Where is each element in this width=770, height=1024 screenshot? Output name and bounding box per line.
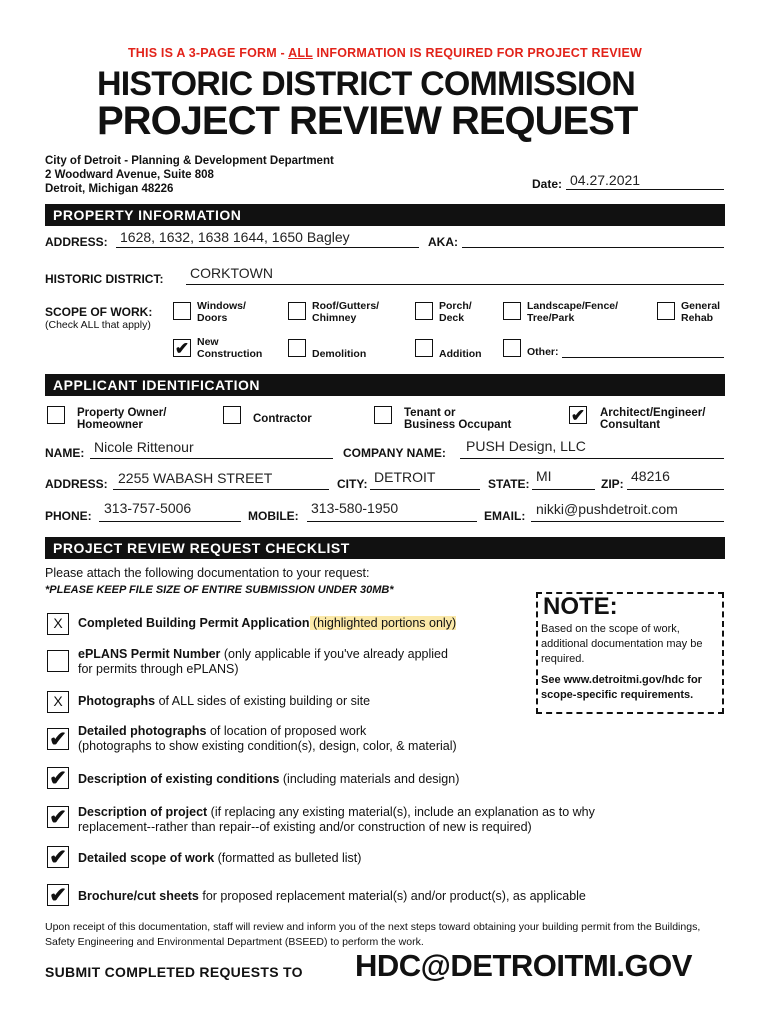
form-title-line2: PROJECT REVIEW REQUEST (97, 99, 638, 143)
scope-roof-checkbox[interactable] (288, 302, 306, 320)
email-value: nikki@pushdetroit.com (536, 501, 678, 517)
applicant-section-header: APPLICANT IDENTIFICATION (45, 374, 725, 396)
applicant-contractor-checkbox[interactable] (223, 406, 241, 424)
mobile-field[interactable] (307, 521, 477, 522)
city-value: DETROIT (374, 469, 436, 485)
checklist-section-header: PROJECT REVIEW REQUEST CHECKLIST (45, 537, 725, 559)
scope-new-construction-checkbox[interactable]: ✔ (174, 339, 190, 358)
scope-other-checkbox[interactable] (503, 339, 521, 357)
scope-new-construction-label: New Construction (197, 336, 263, 360)
aka-label: AKA: (428, 235, 458, 249)
email-label: EMAIL: (484, 509, 526, 523)
zip-field[interactable] (627, 489, 724, 490)
name-value: Nicole Rittenour (94, 439, 194, 455)
checklist-intro: Please attach the following documentation to your request: (45, 566, 370, 580)
scope-other-label: Other: (527, 346, 559, 358)
state-value: MI (536, 468, 552, 484)
mobile-label: MOBILE: (248, 509, 299, 523)
form-banner: THIS IS A 3-PAGE FORM - ALL INFORMATION IS REQUIRED FOR PROJECT REVIEW (127, 46, 643, 60)
aka-field[interactable] (462, 247, 724, 248)
historic-district-label: HISTORIC DISTRICT: (45, 272, 164, 286)
checklist-photographs-text: Photographs of ALL sides of existing building or site (78, 694, 371, 708)
checklist-eplans-checkbox[interactable] (47, 650, 69, 672)
banner-all: ALL (288, 46, 313, 60)
checklist-project-description-checkbox[interactable]: ✔ (47, 806, 69, 828)
checklist-eplans-text: ePLANS Permit Number (only applicable if you've already applied for permits through ePLANS) (78, 647, 448, 676)
scope-sublabel: (Check ALL that apply) (45, 319, 151, 331)
zip-label: ZIP: (601, 477, 624, 491)
department-address: City of Detroit - Planning & Development Department 2 Woodward Avenue, Suite 808 Detroit, Michigan 48226 (45, 155, 334, 195)
applicant-tenant-label: Tenant or Business Occupant (404, 407, 512, 431)
checklist-brochure-checkbox[interactable]: ✔ (47, 884, 69, 906)
zip-value: 48216 (631, 468, 670, 484)
checklist-warning: *PLEASE KEEP FILE SIZE OF ENTIRE SUBMISSION UNDER 30MB* (45, 584, 394, 596)
property-address-value: 1628, 1632, 1638 1644, 1650 Bagley (120, 229, 350, 245)
phone-value: 313-757-5006 (104, 500, 192, 516)
checklist-detailed-photos-checkbox[interactable]: ✔ (47, 728, 69, 750)
checklist-photographs-checkbox[interactable]: X (47, 691, 69, 713)
scope-landscape-checkbox[interactable] (503, 302, 521, 320)
scope-demolition-checkbox[interactable] (288, 339, 306, 357)
company-field[interactable] (460, 458, 724, 459)
applicant-architect-label: Architect/Engineer/ Consultant (600, 407, 706, 431)
form-title-line1: HISTORIC DISTRICT COMMISSION (97, 65, 635, 103)
checklist-existing-conditions-checkbox[interactable]: ✔ (47, 767, 69, 789)
applicant-tenant-checkbox[interactable] (374, 406, 392, 424)
checklist-permit-app-text: Completed Building Permit Application (highlighted portions only) (78, 616, 457, 630)
scope-label: SCOPE OF WORK: (45, 305, 153, 319)
date-field[interactable] (566, 189, 724, 190)
checklist-detailed-photos-text: Detailed photographs of location of proposed work (photographs to show existing condition(s), design, color, & material) (78, 724, 457, 753)
state-label: STATE: (488, 477, 530, 491)
scope-porch-label: Porch/ Deck (439, 300, 472, 324)
historic-district-value: CORKTOWN (190, 265, 273, 281)
state-field[interactable] (532, 489, 595, 490)
applicant-contractor-label: Contractor (253, 413, 312, 425)
company-value: PUSH Design, LLC (466, 438, 586, 454)
scope-general-rehab-checkbox[interactable] (657, 302, 675, 320)
applicant-owner-checkbox[interactable] (47, 406, 65, 424)
scope-addition-label: Addition (439, 348, 482, 360)
scope-roof-label: Roof/Gutters/ Chimney (312, 300, 380, 324)
applicant-address-value: 2255 WABASH STREET (118, 470, 273, 486)
scope-general-rehab-label: General Rehab (681, 300, 721, 324)
checklist-brochure-text: Brochure/cut sheets for proposed replacement material(s) and/or product(s), as applicable (78, 889, 586, 903)
name-field[interactable] (90, 458, 333, 459)
date-label: Date: (532, 177, 563, 191)
checklist-scope-of-work-text: Detailed scope of work (formatted as bulleted list) (78, 851, 362, 865)
scope-windows-label: Windows/ Doors (197, 300, 246, 324)
property-address-label: ADDRESS: (45, 235, 108, 249)
date-value: 04.27.2021 (570, 172, 641, 188)
submit-email[interactable]: HDC@DETROITMI.GOV (355, 948, 692, 983)
applicant-address-label: ADDRESS: (45, 477, 108, 491)
phone-label: PHONE: (45, 509, 92, 523)
company-label: COMPANY NAME: (343, 446, 446, 460)
checklist-permit-app-checkbox[interactable]: X (47, 613, 69, 635)
checklist-existing-conditions-text: Description of existing conditions (including materials and design) (78, 772, 460, 786)
email-field[interactable] (531, 521, 724, 522)
scope-porch-checkbox[interactable] (415, 302, 433, 320)
scope-landscape-label: Landscape/Fence/ Tree/Park (527, 300, 619, 324)
name-label: NAME: (45, 446, 85, 460)
footer-text: Upon receipt of this documentation, staff will review and inform you of the next steps toward obtaining your building permit from the Buildings, Safety Engineering and Environmental Department (BSEED) to perform the work. (45, 921, 701, 948)
note-link-text: See www.detroitmi.gov/hdc for scope-specific requirements. (541, 674, 702, 701)
checklist-project-description-text: Description of project (if replacing any existing material(s), include an explanation as to why replacement--rather than repair--of existing and/or construction of new is required) (78, 805, 595, 834)
phone-field[interactable] (99, 521, 241, 522)
city-field[interactable] (370, 489, 480, 490)
note-title: NOTE: (543, 593, 618, 620)
property-section-header: PROPERTY INFORMATION (45, 204, 725, 226)
applicant-address-field[interactable] (113, 489, 329, 490)
applicant-architect-checkbox[interactable]: ✔ (570, 406, 586, 425)
note-text: Based on the scope of work, additional documentation may be required. See www.detroitmi.gov/hdc for scope-specific requirements. (541, 622, 723, 703)
scope-other-field[interactable] (562, 357, 724, 358)
scope-windows-checkbox[interactable] (173, 302, 191, 320)
submit-label: SUBMIT COMPLETED REQUESTS TO (45, 964, 303, 980)
city-label: CITY: (337, 477, 368, 491)
historic-district-field[interactable] (186, 284, 724, 285)
scope-addition-checkbox[interactable] (415, 339, 433, 357)
property-address-field[interactable] (116, 247, 419, 248)
scope-demolition-label: Demolition (312, 348, 367, 360)
mobile-value: 313-580-1950 (311, 500, 399, 516)
checklist-scope-of-work-checkbox[interactable]: ✔ (47, 846, 69, 868)
applicant-owner-label: Property Owner/ Homeowner (77, 407, 167, 431)
